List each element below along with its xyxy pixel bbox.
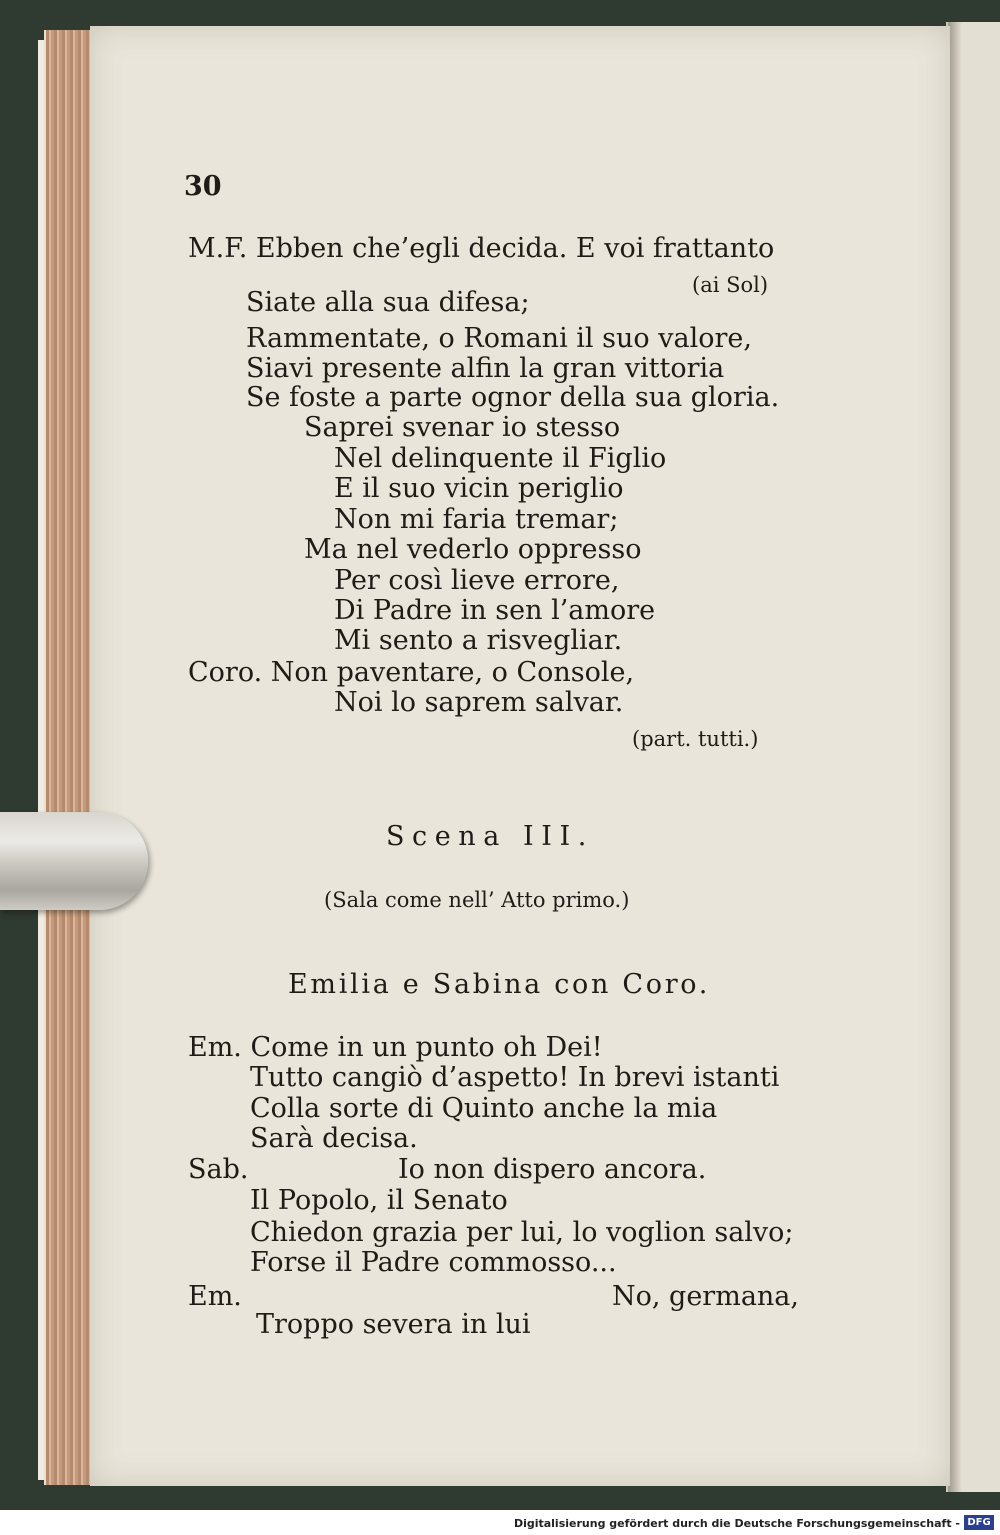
text-line: Colla sorte di Quinto anche la mia — [250, 1093, 718, 1124]
text-line: Em. Come in un punto oh Dei! — [188, 1032, 603, 1063]
adjacent-page — [946, 22, 1000, 1492]
text-line: Ma nel vederlo oppresso — [304, 534, 642, 565]
text-line: Chiedon grazia per lui, lo voglion salvo; — [250, 1217, 794, 1248]
text-line: E il suo vicin periglio — [334, 473, 624, 504]
scene-setting: (Sala come nell’ Atto primo.) — [324, 888, 630, 912]
speaker-label: Sab. — [188, 1154, 249, 1185]
text-line: M.F. Ebben che’egli decida. E voi frattanto — [188, 233, 775, 264]
text-line: Il Popolo, il Senato — [250, 1185, 508, 1216]
dfg-logo-icon: DFG — [964, 1515, 994, 1530]
text-line: Tutto cangiò d’aspetto! In brevi istanti — [250, 1062, 780, 1093]
text-line: Rammentate, o Romani il suo valore, — [246, 323, 752, 354]
text-line: Siate alla sua difesa; — [246, 287, 530, 318]
text-line: No, germana, — [612, 1281, 799, 1312]
text-line: Di Padre in sen l’amore — [334, 595, 656, 626]
text-line: Non mi faria tremar; — [334, 504, 619, 535]
stage-direction: (ai Sol) — [692, 273, 769, 297]
text-line: Per così lieve errore, — [334, 565, 620, 596]
text-line: Coro. Non paventare, o Console, — [188, 657, 635, 688]
glass-page-weight — [0, 812, 148, 910]
stage-direction: (part. tutti.) — [632, 727, 759, 751]
text-line: Nel delinquente il Figlio — [334, 443, 667, 474]
speaker-label: Em. — [188, 1281, 242, 1312]
page-number: 30 — [184, 171, 222, 202]
text-line: Saprei svenar io stesso — [304, 412, 621, 443]
text-line: Siavi presente alfin la gran vittoria — [246, 353, 725, 384]
text-line: Noi lo saprem salvar. — [334, 687, 624, 718]
text-line: Mi sento a risvegliar. — [334, 625, 623, 656]
scene-heading: Scena III. — [386, 821, 594, 852]
text-line: Forse il Padre commosso... — [250, 1247, 617, 1278]
text-line: Troppo severa in lui — [256, 1309, 531, 1340]
footer-credit: Digitalisierung gefördert durch die Deutsche Forschungsgemeinschaft - — [513, 1517, 960, 1530]
characters-heading: Emilia e Sabina con Coro. — [288, 969, 711, 1000]
text-line: Se foste a parte ognor della sua gloria. — [246, 382, 780, 413]
text-line: Io non dispero ancora. — [398, 1154, 707, 1185]
text-line: Sarà decisa. — [250, 1123, 418, 1154]
